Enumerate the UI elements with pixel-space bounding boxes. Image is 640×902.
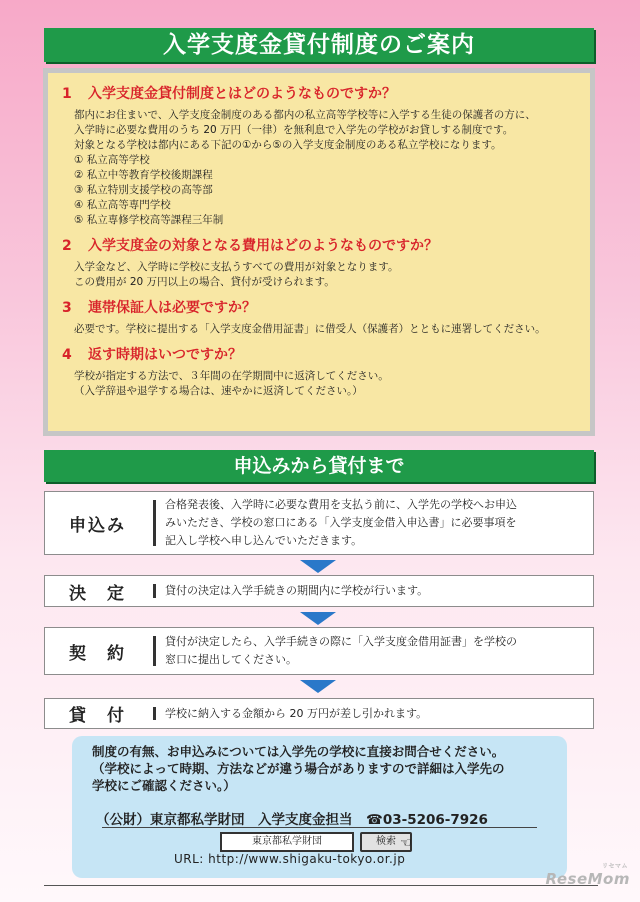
- divider: [153, 707, 156, 720]
- faq-item: [62, 83, 578, 228]
- faq-item: [62, 344, 578, 399]
- faq-question: 1 入学支度金貸付制度とはどのようなものですか？: [62, 86, 396, 102]
- faq-answer: 都内にお住まいで、入学支度金制度のある都内の私立高等学校等に入学する生徒の保護者の方に、 入学時に必要な費用のうち 20 万円（一律）を無利息で入学先の学校がお貸しする制度です。 対象となる学校は都内にある下記の①から⑤の入学支度金制度のある私立学校になります。 ① 私立高等学校 ② 私立中等教育学校後期課程 ③ 私立特別支援学校の高等部 ④ 私立高等専門学校 ⑤ 私立専修学校高等課程三年制: [74, 109, 536, 226]
- divider: [153, 584, 156, 598]
- divider: [102, 827, 537, 828]
- contact-note: 制度の有無、お申込みについては入学先の学校に直接お問合せください。 （学校によって時期、方法などが違う場合がありますので詳細は入学先の 学校にご確認ください。）: [92, 744, 505, 793]
- divider: [44, 885, 598, 886]
- website-url[interactable]: URL: http://www.shigaku-tokyo.or.jp: [174, 852, 406, 866]
- down-arrow-icon: [300, 560, 336, 573]
- divider: [153, 500, 156, 546]
- step-description: 学校に納入する金額から 20 万円が差し引かれます。: [165, 706, 428, 720]
- step-apply: [44, 491, 594, 555]
- faq-section: [43, 68, 595, 436]
- step-description: 貸付の決定は入学手続きの期間内に学校が行います。: [165, 584, 429, 597]
- step-loan: [44, 698, 594, 729]
- watermark-logo: ReseMom リセマム: [545, 863, 630, 888]
- faq-answer: 必要です。学校に提出する「入学支度金借用証書」に借受人（保護者）とともに連署してください。: [74, 323, 546, 335]
- down-arrow-icon: [300, 680, 336, 693]
- pointer-icon: ☜: [400, 836, 412, 851]
- faq-answer: 入学金など、入学時に学校に支払うすべての費用が対象となります。 この費用が 20 万円以上の場合、貸付が受けられます。: [74, 261, 399, 288]
- faq-question: 2 入学支度金の対象となる費用はどのようなものですか？: [62, 238, 438, 254]
- step-description: 合格発表後、入学時に必要な費用を支払う前に、入学先の学校へお申込 みいただき、学校の窓口にある「入学支度金借入申込書」に必要事項を 記入し学校へ申し込んでいただきます。: [165, 498, 517, 547]
- faq-item: [62, 235, 578, 290]
- divider: [153, 636, 156, 666]
- step-description: 貸付が決定したら、入学手続きの際に「入学支度金借用証書」を学校の 窓口に提出してください。: [165, 635, 517, 666]
- faq-question: 3 連帯保証人は必要ですか？: [62, 300, 256, 316]
- step-decision: [44, 575, 594, 607]
- search-input[interactable]: 東京都私学財団: [220, 832, 354, 852]
- step-contract: [44, 627, 594, 675]
- step-label: 申込み: [69, 515, 126, 536]
- step-label: 契 約: [69, 643, 126, 664]
- step-label: 貸 付: [69, 706, 126, 726]
- search-button[interactable]: 検索: [360, 832, 412, 852]
- faq-answer: 学校が指定する方法で、３年間の在学期間中に返済してください。 （入学辞退や退学する場合は、速やかに返済してください。）: [74, 370, 389, 397]
- step-label: 決 定: [69, 583, 126, 604]
- faq-question: 4 返す時期はいつですか？: [62, 347, 242, 363]
- faq-item: [62, 297, 578, 337]
- flow-title: 申込みから貸付まで: [44, 450, 594, 482]
- contact-box: [72, 736, 567, 878]
- down-arrow-icon: [300, 612, 336, 625]
- page-title: 入学支度金貸付制度のご案内: [44, 28, 594, 62]
- contact-organization: （公財）東京都私学財団 入学支度金担当 ☎03-5206-7926: [96, 812, 488, 828]
